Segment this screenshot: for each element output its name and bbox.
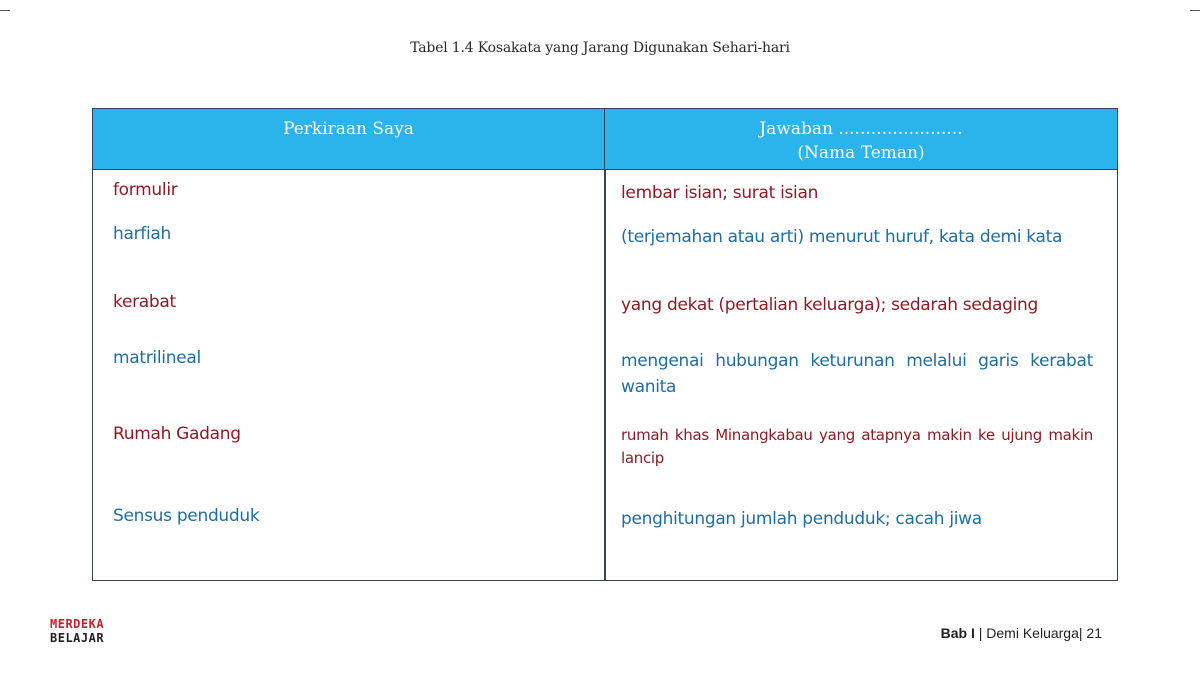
header-jawaban-line2: (Nama Teman): [797, 143, 925, 163]
logo-line-2: BELAJAR: [50, 631, 105, 645]
definition-cell: yang dekat (pertalian keluarga); sedarah sedaging: [621, 295, 1039, 315]
table-caption: Tabel 1.4 Kosakata yang Jarang Digunakan Sehari-hari: [410, 40, 790, 56]
term-cell: formulir: [113, 180, 178, 200]
definition-cell: (terjemahan atau arti) menurut huruf, kata demi kata: [621, 227, 1063, 247]
definition-cell: rumah khas Minangkabau yang atapnya makin ke ujung makin lancip: [621, 426, 1093, 467]
definition-cell: penghitungan jumlah penduduk; cacah jiwa: [621, 509, 982, 529]
table-row: [93, 224, 1117, 250]
term-cell: Sensus penduduk: [113, 506, 260, 526]
term-cell: harfiah: [113, 224, 171, 244]
term-cell: kerabat: [113, 292, 176, 312]
footer-chapter-title: Demi Keluarga: [986, 625, 1079, 641]
table-row: [93, 348, 1117, 400]
table-row: [93, 506, 1117, 532]
table-row: [93, 292, 1117, 318]
header-perkiraan-saya: Perkiraan Saya: [93, 109, 605, 169]
table-row: [93, 180, 1117, 206]
definition-cell: mengenai hubungan keturunan melalui garis kerabat wanita: [621, 351, 1093, 397]
footer-separator: |: [974, 625, 987, 641]
merdeka-belajar-logo: [50, 617, 104, 645]
crop-mark-left: [0, 10, 10, 11]
vocabulary-table: [92, 108, 1118, 581]
logo-line-1: MERDEKA: [50, 617, 105, 631]
page-footer: [941, 625, 1102, 641]
header-jawaban-line1: Jawaban .......................: [759, 119, 963, 139]
table-header: [93, 109, 1117, 170]
term-cell: matrilineal: [113, 348, 201, 368]
footer-chapter: Bab I: [940, 625, 975, 641]
footer-separator: |: [1078, 625, 1087, 641]
term-cell: Rumah Gadang: [113, 424, 241, 444]
crop-mark-right: [1190, 10, 1200, 11]
header-jawaban: [605, 109, 1117, 169]
table-row: [93, 424, 1117, 470]
page-number: 21: [1086, 625, 1102, 641]
table-body: [93, 170, 1117, 580]
definition-cell: lembar isian; surat isian: [621, 183, 819, 203]
